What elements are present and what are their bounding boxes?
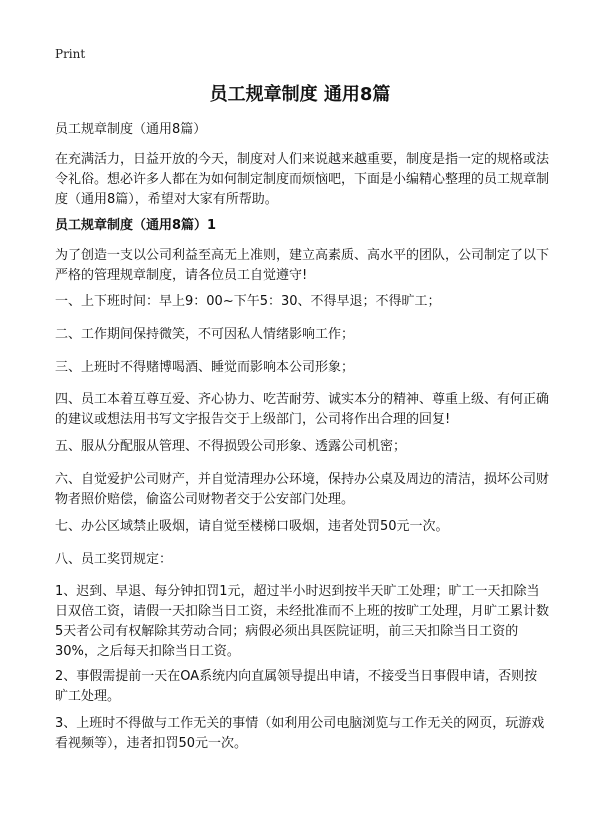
rule-1: 一、上下班时间：早上9：00~下午5：30、不得早退；不得旷工； (55, 294, 441, 309)
rule-2: 二、工作期间保持微笑，不可因私人情绪影响工作； (55, 327, 355, 342)
rule-7: 七、办公区域禁止吸烟，请自觉至楼梯口吸烟，违者处罚50元一次。 (55, 519, 449, 534)
document-subtitle: 员工规章制度（通用8篇） (55, 122, 207, 137)
reward-penalty-1: 1、迟到、早退、每分钟扣罚1元，超过半小时迟到按半天旷工处理；旷工一天扣除当日双倍工资，请假一天扣除当日工资，未经批准而不上班的按旷工处理，月旷工累计数5天者公司有权解除其劳动合同；病假必须出具医院证明，前三天扣除当日工资的30%，之后每天扣除当日工资。 (55, 584, 550, 659)
rule-5: 五、服从分配服从管理、不得损毁公司形象、透露公司机密； (55, 439, 407, 454)
section-heading: 员工规章制度（通用8篇）1 (55, 218, 217, 233)
rule-4: 四、员工本着互尊互爱、齐心协力、吃苦耐劳、诚实本分的精神、尊重上级、有何正确的建议或想法用书写文字报告交于上级部门，公司将作出合理的回复! (55, 392, 550, 427)
rule-6: 六、自觉爱护公司财产，并自觉清理办公环境，保持办公桌及周边的清洁，损坏公司财物者照价赔偿，偷盗公司财物者交于公安部门处理。 (55, 472, 550, 507)
rule-8: 八、员工奖罚规定： (55, 552, 173, 567)
reward-penalty-3: 3、上班时不得做与工作无关的事情（如利用公司电脑浏览与工作无关的网页，玩游戏看视频等），违者扣罚50元一次。 (55, 716, 545, 751)
rule-3: 三、上班时不得赌博喝酒、睡觉而影响本公司形象； (55, 360, 355, 375)
section-intro-paragraph: 为了创造一支以公司利益至高无上准则，建立高素质、高水平的团队，公司制定了以下严格的管理规章制度，请各位员工自觉遵守! (55, 248, 550, 283)
document-title: 员工规章制度 通用8篇 (209, 84, 391, 105)
reward-penalty-2: 2、事假需提前一天在OA系统内向直属领导提出申请，不接受当日事假申请，否则按旷工处理。 (55, 669, 538, 704)
print-link[interactable]: Print (55, 47, 86, 61)
intro-paragraph: 在充满活力，日益开放的今天，制度对人们来说越来越重要，制度是指一定的规格或法令礼俗。想必许多人都在为如何制定制度而烦恼吧，下面是小编精心整理的员工规章制度（通用8篇），希望对大家有所帮助。 (55, 152, 550, 207)
